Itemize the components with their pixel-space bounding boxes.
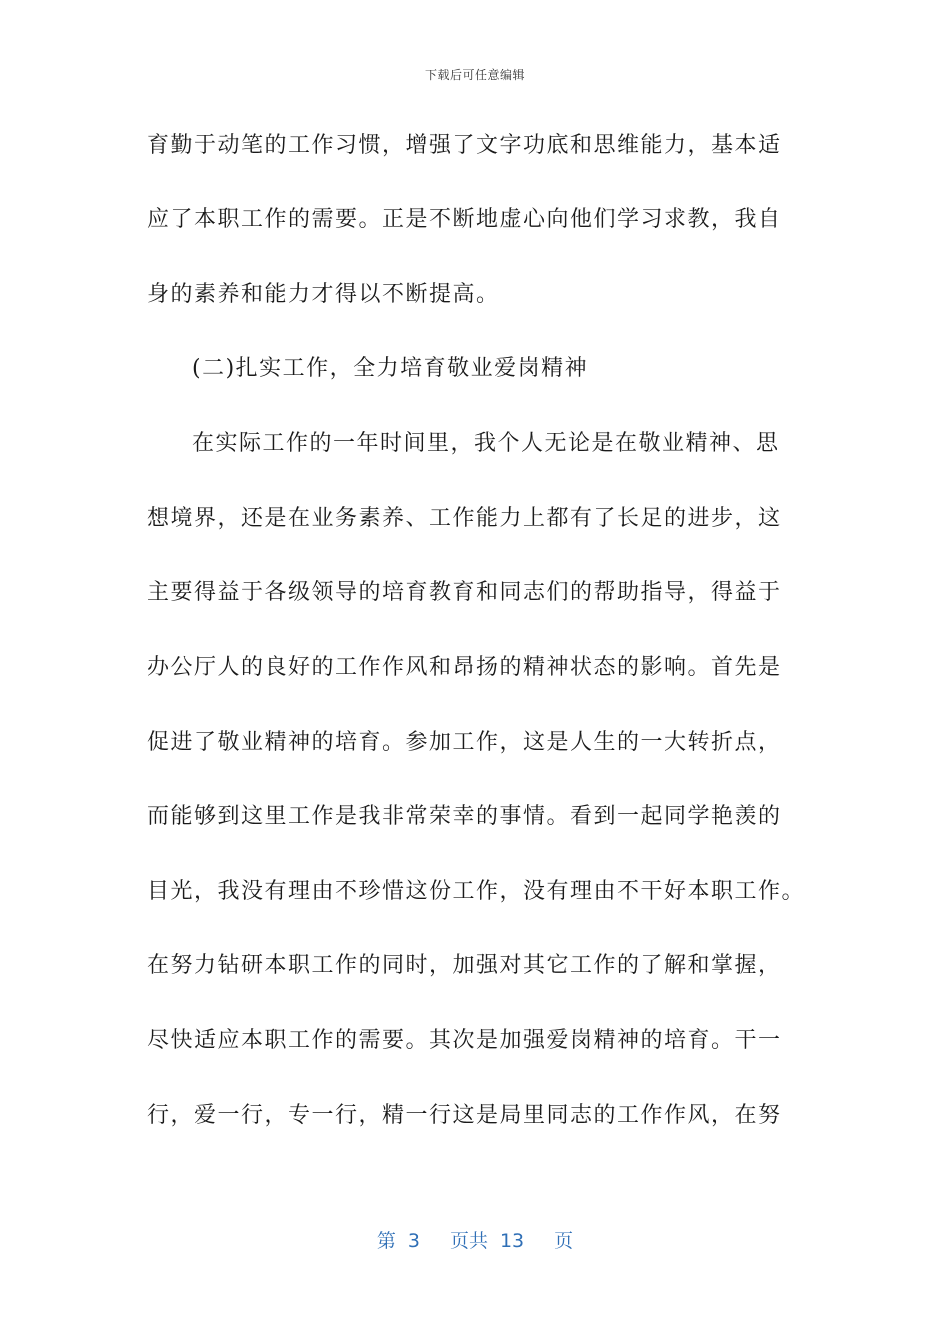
page-footer (0, 1226, 950, 1253)
text-line: 办公厅人的良好的工作作风和昂扬的精神状态的影响。首先是 (147, 655, 782, 680)
text-line: 身的素养和能力才得以不断提高。 (147, 282, 500, 307)
text-line: 行，爱一行，专一行，精一行这是局里同志的工作作风，在努 (147, 1103, 782, 1128)
section-heading: (二)扎实工作，全力培育敬业爱岗精神 (192, 356, 589, 381)
page-label-prefix: 第 (376, 1230, 396, 1252)
text-line: 而能够到这里工作是我非常荣幸的事情。看到一起同学艳羡的 (147, 804, 782, 829)
text-line: 想境界，还是在业务素养、工作能力上都有了长足的进步，这 (147, 506, 782, 531)
text-line: 在实际工作的一年时间里，我个人无论是在敬业精神、思 (192, 431, 780, 456)
page-label-mid: 页共 (449, 1230, 488, 1252)
current-page-number: 3 (407, 1230, 420, 1252)
text-line: 在努力钻研本职工作的同时，加强对其它工作的了解和掌握， (147, 953, 782, 978)
text-line: 尽快适应本职工作的需要。其次是加强爱岗精神的培育。干一 (147, 1028, 782, 1053)
text-line: 主要得益于各级领导的培育教育和同志们的帮助指导，得益于 (147, 580, 782, 605)
page-label-suffix: 页 (554, 1230, 574, 1252)
total-pages-number: 13 (499, 1230, 525, 1252)
text-line: 目光，我没有理由不珍惜这份工作，没有理由不干好本职工作。 (147, 879, 806, 904)
text-line: 促进了敬业精神的培育。参加工作，这是人生的一大转折点， (147, 730, 782, 755)
text-line: 育勤于动笔的工作习惯，增强了文字功底和思维能力，基本适 (147, 133, 782, 158)
text-line: 应了本职工作的需要。正是不断地虚心向他们学习求教，我自 (147, 207, 782, 232)
page-header: 下载后可任意编辑 (424, 68, 525, 82)
